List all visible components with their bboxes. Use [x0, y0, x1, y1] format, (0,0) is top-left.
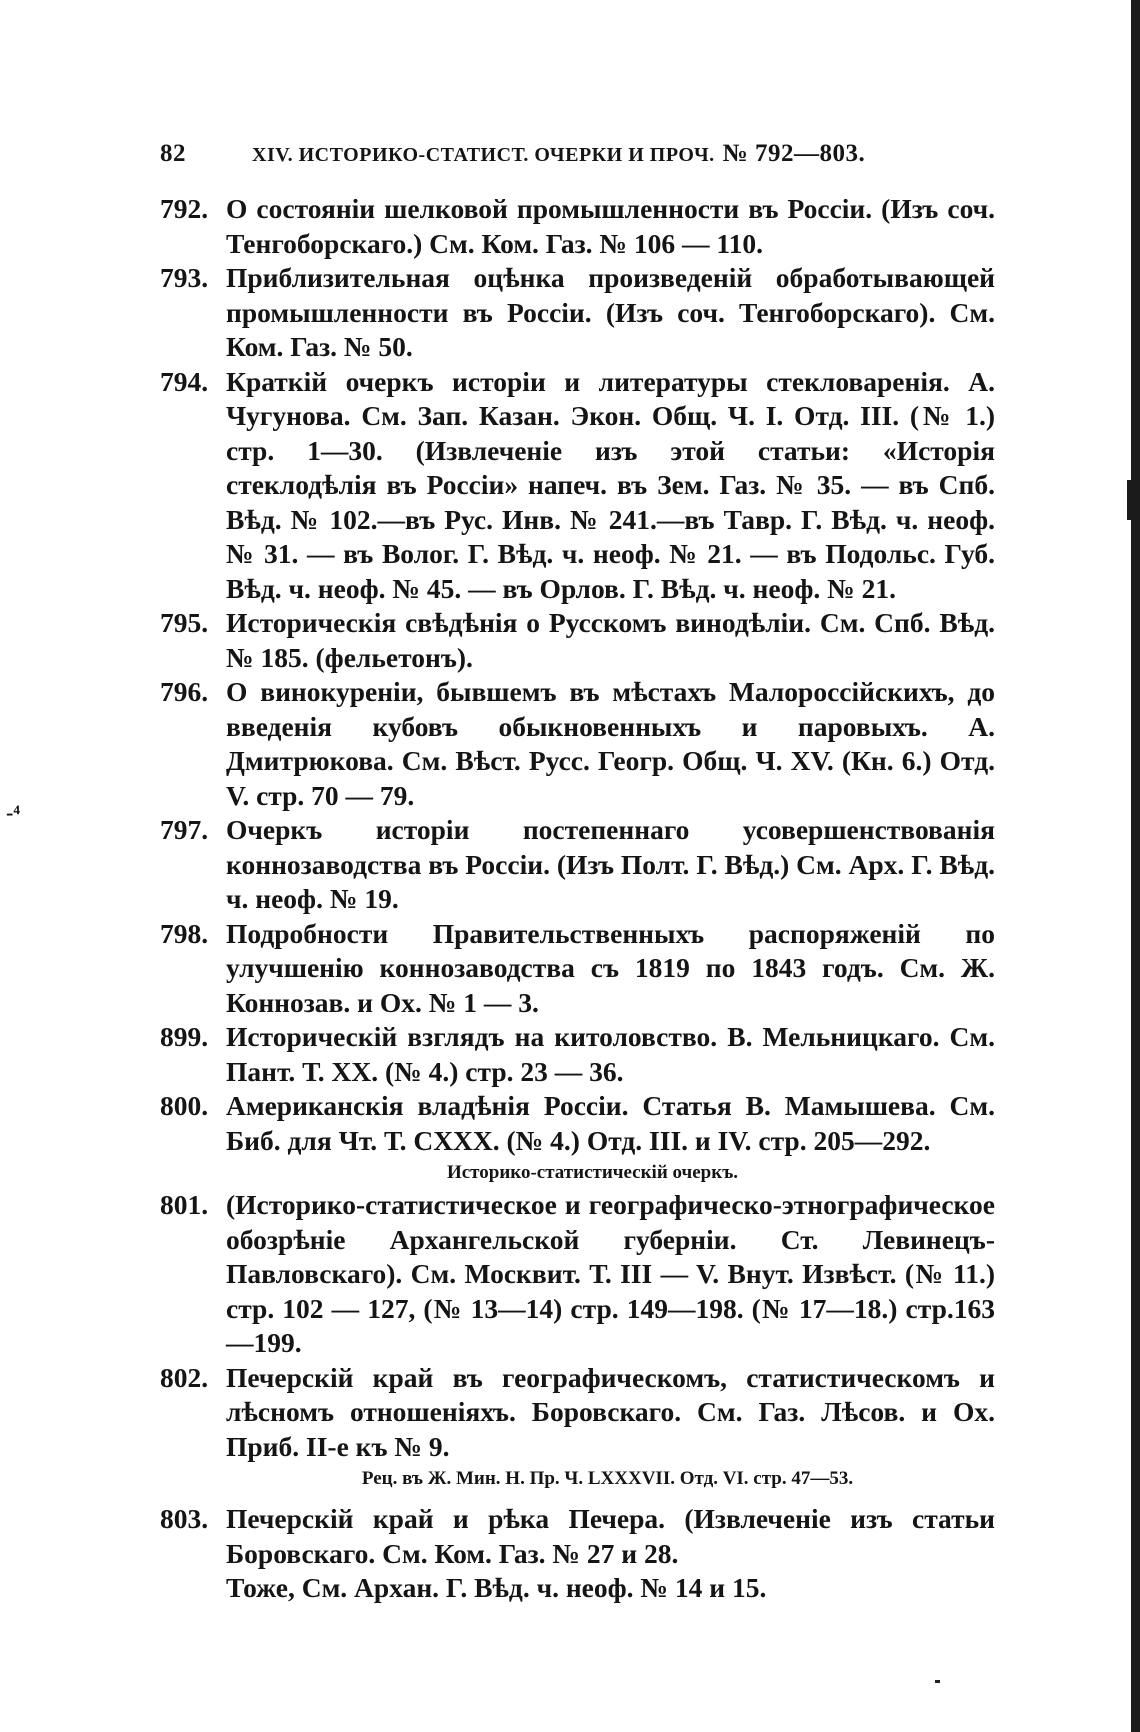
entry-text: Печерскій край и рѣка Печера. (Извлеченіе изъ статьи Боровскаго. См. Ком. Газ. № 27 и 28. — [226, 1503, 995, 1569]
entry-number: 797. — [160, 814, 209, 845]
entry-number: 792. — [160, 193, 209, 224]
entry-number: 802. — [160, 1361, 209, 1393]
entry-number: 800. — [160, 1090, 209, 1121]
bibliography-entry — [160, 606, 995, 675]
entry-number: 803. — [160, 1503, 209, 1534]
bibliography-entry — [160, 1502, 995, 1571]
review-note: Рец. въ Ж. Мин. Н. Пр. Ч. LXXXVII. Отд. VI. стр. 47—53. — [361, 1468, 854, 1489]
entry-number: 795. — [160, 607, 209, 638]
entry-text: Историческія свѣдѣнія о Русскомъ винодѣліи. См. Спб. Вѣд. № 185. (фельетонъ). — [226, 607, 995, 673]
entry-text: Печерскій край въ географическомъ, статистическомъ и лѣсномъ отношеніяхъ. Боровскаго. См. Газ. Лѣсов. и Ох. Приб. II-е къ № 9. — [226, 1361, 995, 1462]
bibliography-entry — [160, 1188, 995, 1361]
also-note: Тоже, См. Архан. Г. Вѣд. ч. неоф. № 14 и 15. — [226, 1572, 767, 1603]
entry-number: 899. — [160, 1021, 209, 1052]
entry-text: О винокуреніи, бывшемъ въ мѣстахъ Малороссійскихъ, до введенія кубовъ обыкновенныхъ и паровыхъ. А. Дмитрюкова. См. Вѣст. Русс. Геогр. Общ. Ч. XV. (Кн. 6.) Отд. V. стр. 70 — 79. — [226, 676, 995, 811]
entry-text: Приблизительная оцѣнка произведеній обработывающей промышленности въ Россіи. (Изъ соч. Тенгоборскаго). См. Ком. Газ. № 50. — [226, 262, 995, 362]
page-edge-shadow — [1131, 0, 1140, 1732]
page-body — [160, 140, 995, 1606]
entry-text: О состояніи шелковой промышленности въ Россіи. (Изъ соч. Тенгоборскаго.) См. Ком. Газ. № 106 — 110. — [226, 193, 995, 259]
entry-text: Очеркъ исторіи постепеннаго усовершенствованія коннозаводства въ Россіи. (Изъ Полт. Г. Вѣд.) См. Арх. Г. Вѣд. ч. неоф. № 19. — [226, 814, 995, 914]
entry-text: Американскія владѣнія Россіи. Статья В. Мамышева. См. Биб. для Чт. Т. CXXX. (№ 4.) Отд. III. и IV. стр. 205—292. — [226, 1090, 995, 1156]
bibliography-entry — [160, 1020, 995, 1089]
page-edge-mark — [1127, 480, 1131, 520]
entry-text: Историческій взглядъ на китоловство. В. Мельницкаго. См. Пант. Т. XX. (№ 4.) стр. 23 — 36. — [226, 1021, 995, 1087]
bibliography-entry — [160, 261, 995, 365]
entry-range: № 792—803. — [722, 140, 866, 167]
entry-number: 796. — [160, 676, 209, 707]
entry-number: 794. — [160, 365, 209, 397]
entry-number: 793. — [160, 262, 209, 293]
ink-speck — [935, 1680, 940, 1683]
running-header — [160, 140, 995, 168]
entry-list — [160, 1188, 995, 1464]
bibliography-entry — [160, 917, 995, 1021]
subheading: Историко-статистическій очеркъ. — [446, 1162, 739, 1183]
running-title: XIV. ИСТОРИКО-СТАТИСТ. ОЧЕРКИ И ПРОЧ. — [252, 144, 715, 166]
bibliography-entry — [160, 1361, 995, 1465]
bibliography-entry — [160, 365, 995, 607]
page-number: 82 — [160, 140, 186, 167]
bibliography-entry — [160, 192, 995, 261]
entry-text: Подробности Правительственныхъ распоряженій по улучшенію коннозаводства съ 1819 по 1843 годъ. См. Ж. Коннозав. и Ох. № 1 — 3. — [226, 917, 995, 1018]
bibliography-entry — [160, 813, 995, 917]
entry-list — [160, 192, 995, 1158]
bibliography-entry — [160, 1089, 995, 1158]
entry-number: 798. — [160, 917, 209, 949]
entry-number: 801. — [160, 1189, 209, 1220]
entry-list — [160, 1502, 995, 1571]
margin-mark: -⁴ — [6, 800, 20, 825]
bibliography-entry — [160, 675, 995, 813]
entry-text: (Историко-статистическое и географическо-этнографическое обозрѣніе Архангельской губерніи. Ст. Левинецъ-Павловскаго). См. Москвит. Т. III — V. Внут. Извѣст. (№ 11.) стр. 102 — 127, (№ 13—14) стр. 149—198. (№ 17—18.) стр.163—199. — [226, 1189, 995, 1358]
entry-text: Краткій очеркъ исторіи и литературы стекловаренія. А. Чугунова. См. Зап. Казан. Экон. Общ. Ч. I. Отд. III. (№ 1.) стр. 1—30. (Извлеченіе изъ этой статьи: «Исторія стеклодѣлія въ Россіи» напеч. въ Зем. Газ. № 35. — въ Спб. Вѣд. № 102.—въ Рус. Инв. № 241.—въ Тавр. Г. Вѣд. ч. неоф. № 31. — въ Волог. Г. Вѣд. ч. неоф. № 21. — въ Подольс. Губ. Вѣд. ч. неоф. № 45. — въ Орлов. Г. Вѣд. ч. неоф. № 21. — [226, 365, 995, 604]
